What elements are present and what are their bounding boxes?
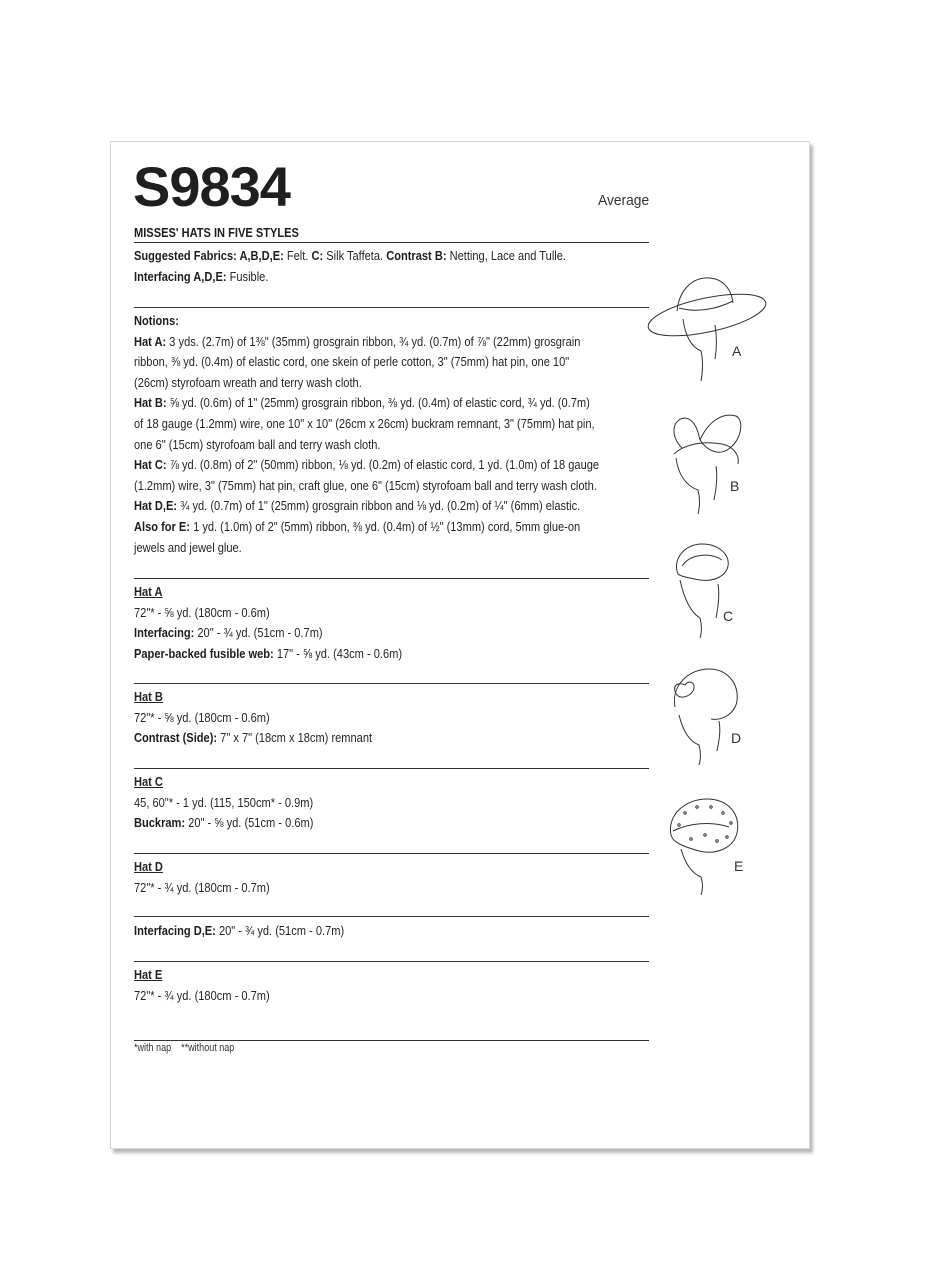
divider xyxy=(134,578,649,579)
pattern-title: MISSES' HATS IN FIVE STYLES xyxy=(134,225,299,240)
divider xyxy=(134,768,649,769)
view-label-d: D xyxy=(731,730,742,746)
hat-a-yardage: Hat A 72"* - ⅝ yd. (180cm - 0.6m) Interfacing: 20" - ¾ yd. (51cm - 0.7m) Paper-backed fusible web: 17" - ⅝ yd. (43cm - 0.6m) xyxy=(134,584,403,661)
interfacing-de: Interfacing D,E: 20" - ¾ yd. (51cm - 0.7m) xyxy=(134,923,345,938)
view-label-b: B xyxy=(730,478,740,494)
divider xyxy=(134,916,649,917)
view-b-illustration xyxy=(660,410,750,515)
hat-b-yardage: Hat B 72"* - ⅝ yd. (180cm - 0.6m) Contrast (Side): 7" x 7" (18cm x 18cm) remnant xyxy=(134,689,373,746)
divider xyxy=(134,853,649,854)
view-c-illustration xyxy=(670,540,740,640)
hat-e-yardage: Hat E 72"* - ¾ yd. (180cm - 0.7m) xyxy=(134,967,270,1003)
view-a-illustration xyxy=(645,275,770,385)
view-label-e: E xyxy=(734,858,744,874)
divider xyxy=(134,683,649,684)
view-d-illustration xyxy=(665,665,745,765)
view-e-illustration xyxy=(665,795,745,895)
pattern-number: S9834 xyxy=(133,155,290,218)
view-label-a: A xyxy=(732,343,742,359)
hat-c-yardage: Hat C 45, 60"* - 1 yd. (115, 150cm* - 0.9m) Buckram: 20" - ⅝ yd. (51cm - 0.6m) xyxy=(134,774,314,831)
footnote: *with nap **without nap xyxy=(134,1042,235,1054)
divider xyxy=(134,307,649,308)
divider xyxy=(134,1040,649,1041)
difficulty-label: Average xyxy=(598,192,650,209)
divider xyxy=(134,961,649,962)
suggested-fabrics: Suggested Fabrics: A,B,D,E: Felt. C: Silk Taffeta. Contrast B: Netting, Lace and Tulle. Interfacing A,D,E: Fusible. xyxy=(134,248,566,284)
divider xyxy=(134,242,649,243)
notions-section: Notions: Hat A: 3 yds. (2.7m) of 1⅜" (35mm) grosgrain ribbon, ¾ yd. (0.7m) of ⅞" (22mm) grosgrain ribbon, ⅜ yd. (0.4m) of elastic cord, one skein of perle cotton, 3" (75mm) hat pin, one 10" (26cm) styrofoam wreath and terry wash cloth. Hat B: ⅝ yd. (0.6m) of 1" (25mm) grosgrain ribbon, ⅜ yd. (0.4m) of elastic cord, ¾ yd. (0.7m) of 18 gauge (1.2mm) wire, one 10" x 10" (26cm x 26cm) buckram remnant, 3" (75mm) hat pin, one 6" (15cm) styrofoam ball and terry wash cloth. Hat C: ⅞ yd. (0.8m) of 2" (50mm) ribbon, ⅛ yd. (0.2m) of elastic cord, 1 yd. (1.0m) of 18 gauge (1.2mm) wire, 3" (75mm) hat pin, craft glue, one 6" (15cm) styrofoam ball and terry wash cloth. Hat D,E: ¾ yd. (0.7m) of 1" (25mm) grosgrain ribbon and ⅛ yd. (0.2m) of ¼" (6mm) elastic. Also for E: 1 yd. (1.0m) of 2" (5mm) ribbon, ⅜ yd. (0.4m) of ½" (13mm) cord, 5mm glue-on jewels and jewel glue. xyxy=(134,313,600,555)
view-label-c: C xyxy=(723,608,734,624)
hat-d-yardage: Hat D 72"* - ¾ yd. (180cm - 0.7m) xyxy=(134,859,270,895)
